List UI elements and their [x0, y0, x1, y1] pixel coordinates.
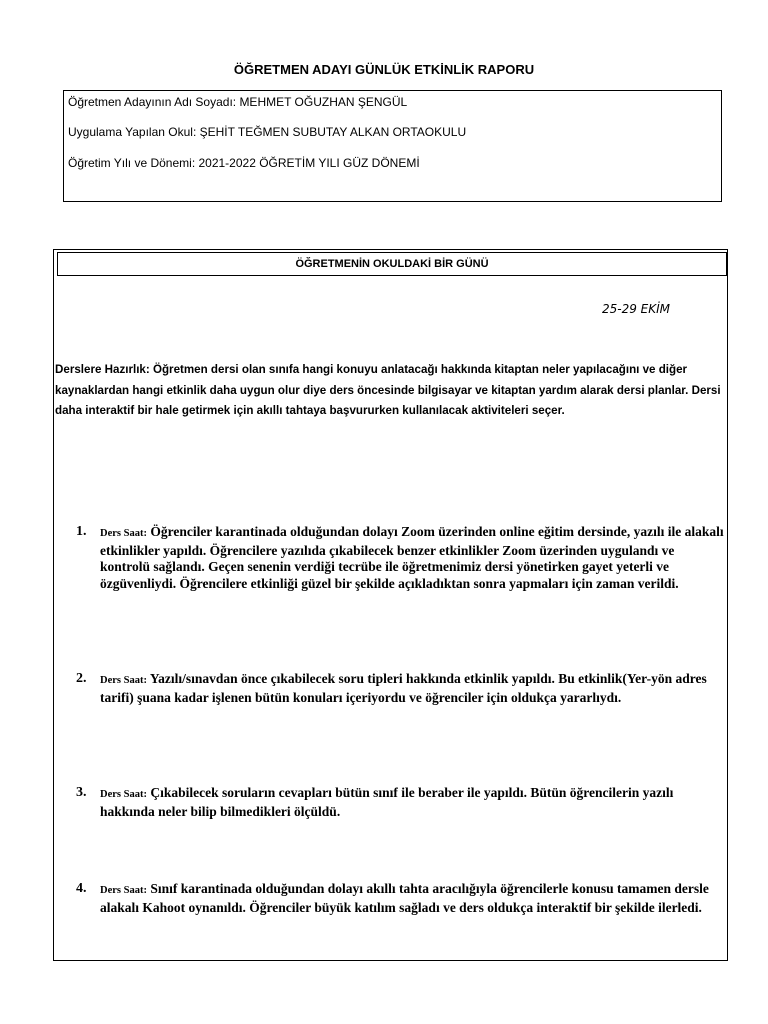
candidate-info-box	[63, 90, 722, 202]
candidate-name: Öğretmen Adayının Adı Soyadı: MEHMET OĞUZHAN ŞENGÜL	[68, 95, 408, 109]
item-text: Öğrenciler karantinada olduğundan dolayı Zoom üzerinden online eğitim dersinde, yazılı ile alakalı etkinlikler yapıldı. Öğrencilere yazılıda çıkabilecek benzer etkinlikler Zoom üzerinden uygulandı ve kontrolü sağlandı. Geçen senenin verdiği tecrübe ile öğretmenimiz dersi yönetirken gayet yeterli ve özgüvenliydi. Öğrencilere etkinliği güzel bir şekilde açıkladıktan sonra yapmaları için zaman verildi.	[100, 524, 724, 591]
item-label: Ders Saat:	[100, 789, 147, 800]
item-text: Yazılı/sınavdan önce çıkabilecek soru tipleri hakkında etkinlik yapıldı. Bu etkinlik(Yer-yön adres tarifi) şuana kadar işlenen bütün konuları içeriyordu ve öğrenciler için oldukça yararlıydı.	[100, 671, 707, 705]
lesson-item	[74, 671, 724, 706]
item-number: 4.	[76, 881, 87, 896]
item-text: Çıkabilecek soruların cevapları bütün sınıf ile beraber ile yapıldı. Bütün öğrencilerin yazılı hakkında neler bilip bilmedikleri ölçüldü.	[100, 785, 674, 819]
lesson-item	[74, 881, 724, 916]
item-label: Ders Saat:	[100, 885, 147, 896]
item-label: Ders Saat:	[100, 675, 147, 686]
lesson-preparation: Derslere Hazırlık: Öğretmen dersi olan sınıfa hangi konuyu anlatacağı hakkında kitaptan neler yapılacağını ve diğer kaynaklardan hangi etkinlik daha uygun olur diye ders öncesinde bilgisayar ve kitaptan yardım alarak dersi planlar. Dersi daha interaktif bir hale getirmek için akıllı tahtaya başvururken kullanılacak aktiviteleri seçer.	[55, 363, 721, 417]
item-number: 2.	[76, 671, 87, 686]
lesson-item	[74, 785, 724, 820]
academic-year: Öğretim Yılı ve Dönemi: 2021-2022 ÖĞRETİM YILI GÜZ DÖNEMİ	[68, 156, 420, 170]
day-report-header: ÖĞRETMENİN OKULDAKİ BİR GÜNÜ	[57, 252, 727, 276]
item-number: 3.	[76, 785, 87, 800]
item-text: Sınıf karantinada olduğundan dolayı akıllı tahta aracılığıyla öğrencilerle konusu tamamen dersle alakalı Kahoot oynanıldı. Öğrenciler büyük katılım sağladı ve ders oldukça interaktif bir şekilde ilerledi.	[100, 881, 709, 915]
report-title: ÖĞRETMEN ADAYI GÜNLÜK ETKİNLİK RAPORU	[233, 62, 535, 77]
day-report-box	[53, 249, 728, 961]
lesson-item	[74, 524, 724, 592]
item-label: Ders Saat:	[100, 528, 147, 539]
item-number: 1.	[76, 524, 87, 539]
report-date: 25-29 EKİM	[602, 302, 671, 316]
school-name: Uygulama Yapılan Okul: ŞEHİT TEĞMEN SUBUTAY ALKAN ORTAOKULU	[68, 125, 467, 139]
